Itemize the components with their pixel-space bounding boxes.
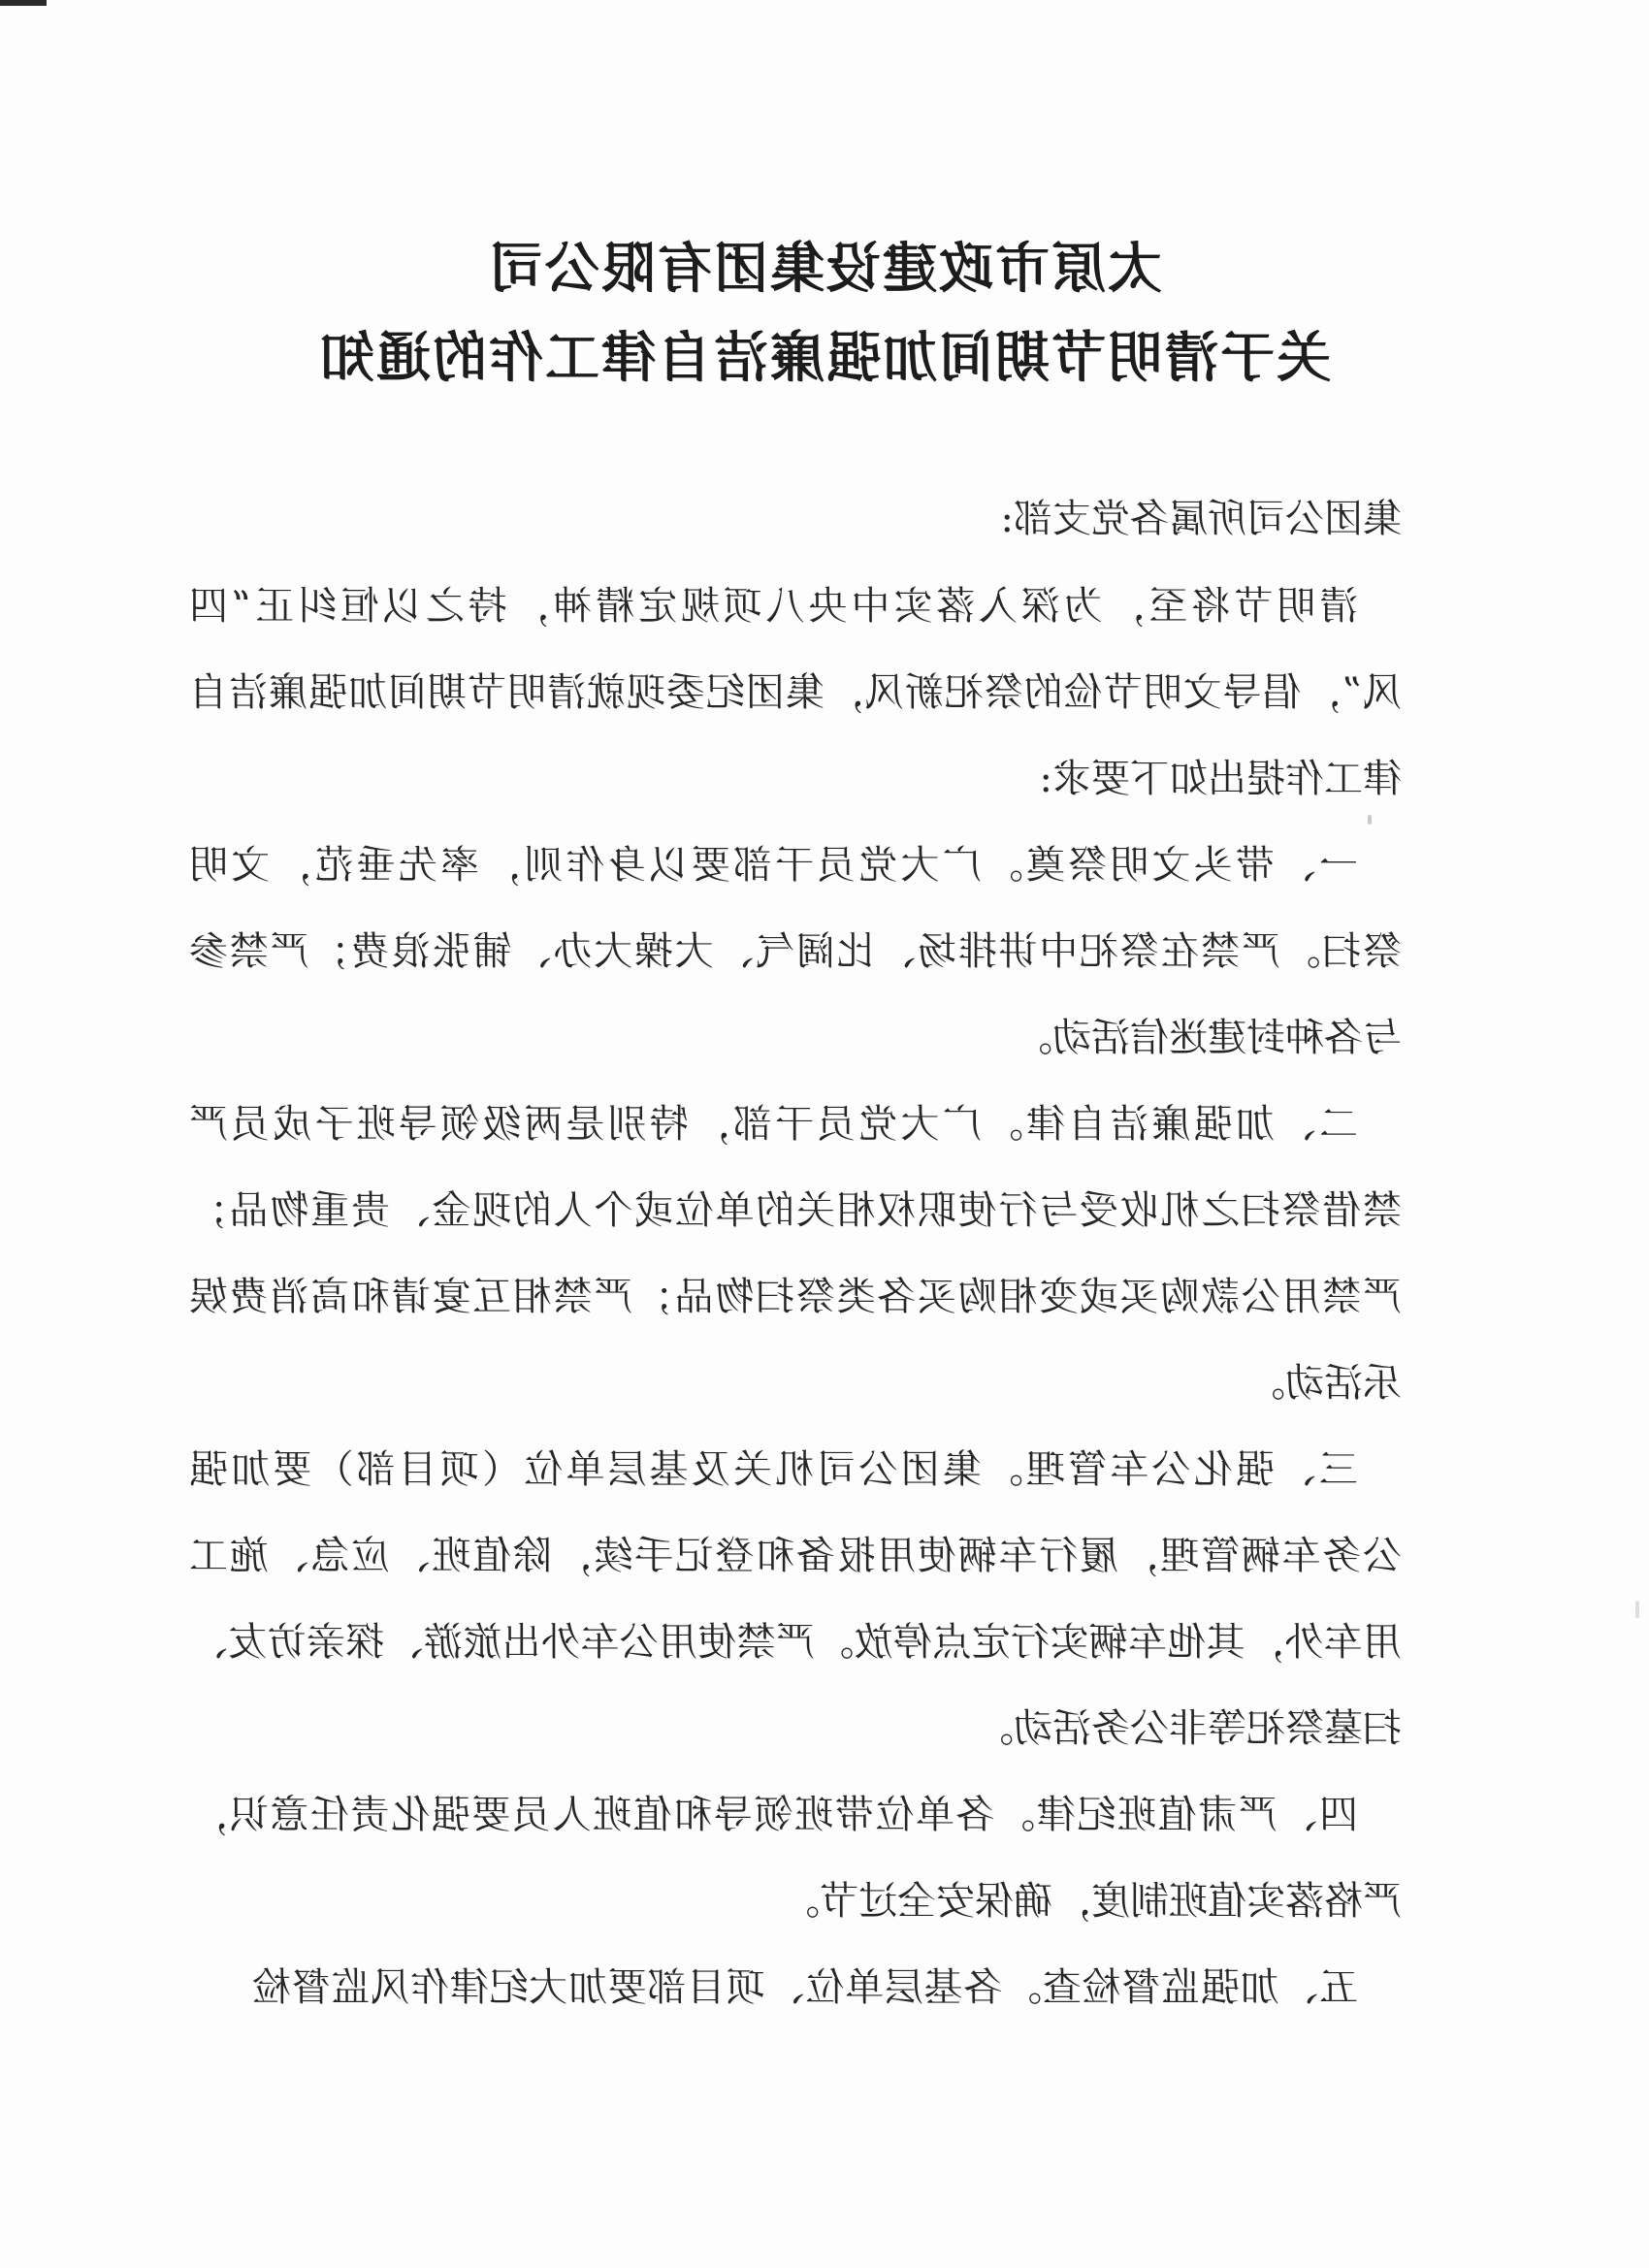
body-line: 严格落实值班制度，确保安全过节。 [781,1879,1402,1924]
body-line: 四、严肃值班纪律。各单位带班领导和值班人员要强化责任意识， [189,1793,1358,1837]
body-line: 与各种封建迷信活动。 [1014,1016,1402,1060]
body-line: 风”，倡导文明节俭的祭祀新风，集团纪委现就清明节期间加强廉洁自 [189,670,1402,715]
body-line: 禁借祭扫之机收受与行使职权相关的单位或个人的现金、贵重物品； [189,1188,1402,1233]
body-line: 严禁用公款购买或变相购买各类祭扫物品；严禁相互宴请和高消费娱 [189,1275,1402,1319]
body-line: 扫墓祭祀等非公务活动。 [975,1706,1402,1751]
scan-speck [1635,1601,1639,1618]
body-line: 三、强化公车管理。集团公司机关及基层单位（项目部）要加强 [189,1447,1358,1492]
greeting-line: 集团公司所属各党支部: [1000,497,1402,541]
body-line: 用车外，其他车辆实行定点停放。严禁使用公车外出旅游、探亲访友、 [189,1620,1402,1665]
body-line: 祭扫。严禁在祭祀中讲排场、比阔气、大操大办、铺张浪费；严禁参 [189,929,1402,974]
scan-speck [1368,815,1372,825]
body-line: 律工作提出如下要求: [1039,757,1402,801]
body-line: 公务车辆管理，履行车辆使用报备和登记手续，除值班、应急、施工 [189,1534,1402,1578]
document-title-line-1: 太原市政建设集团有限公司 [487,238,1162,301]
body-line: 乐活动。 [1246,1361,1402,1406]
document-title-line-2: 关于清明节期间加强廉洁自律工作的通知 [318,327,1331,390]
body-line: 清明节将至，为深入落实中央八项规定精神，持之以恒纠正“四 [189,584,1358,629]
body-line: 一、带头文明祭奠。广大党员干部要以身作则，率先垂范，文明 [189,843,1358,888]
body-line: 五、加强监督检查。各基层单位、项目部要加大纪律作风监督检 [252,1965,1358,2010]
body-line: 二、加强廉洁自律。广大党员干部，特别是两级领导班子成员严 [189,1102,1358,1147]
